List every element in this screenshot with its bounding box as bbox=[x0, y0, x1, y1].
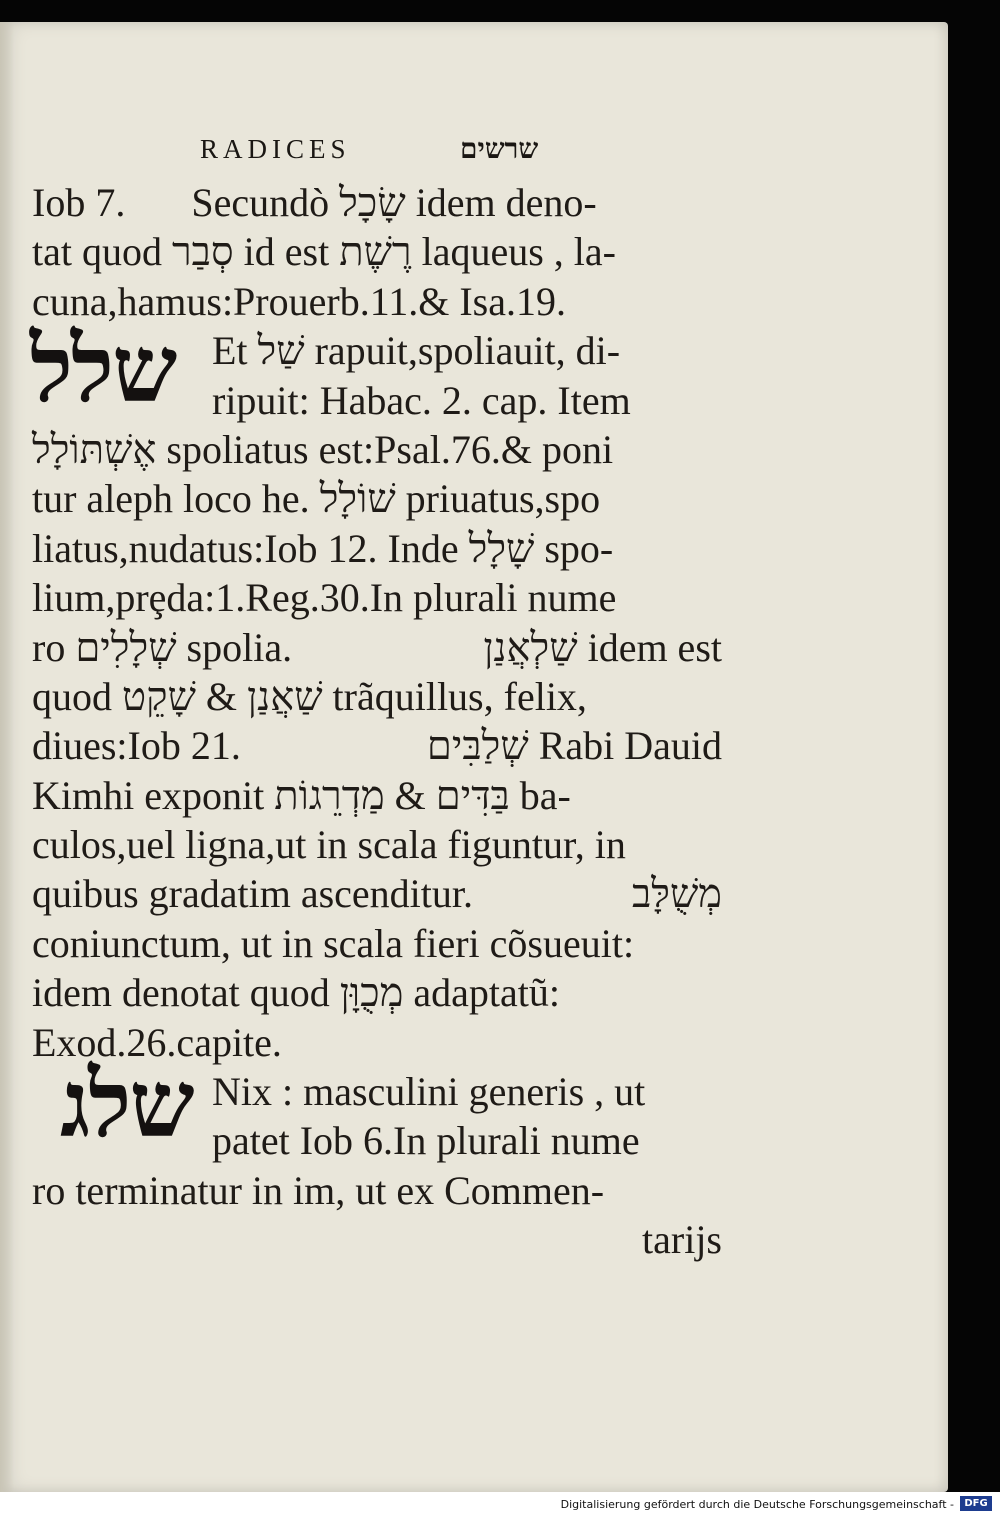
text-line bbox=[32, 573, 722, 622]
line-segment: שְׁלַבִּים Rabi Dauid bbox=[426, 723, 722, 769]
text-line bbox=[32, 1215, 722, 1264]
page-gutter-shadow bbox=[0, 22, 14, 1492]
text-line bbox=[32, 771, 722, 820]
text-line bbox=[32, 623, 722, 672]
text-line bbox=[32, 326, 722, 375]
line-segment: ro terminatur in im, ut ex Commen- bbox=[32, 1167, 605, 1213]
text-line bbox=[32, 178, 722, 227]
dropcap-sheleg: שלג bbox=[60, 1050, 193, 1158]
line-segment: idem denotat quod מְכֻוָּן adaptatũ: bbox=[32, 970, 561, 1016]
running-head-hebrew: שרשים bbox=[460, 132, 539, 165]
text-line bbox=[32, 474, 722, 523]
line-segment: Et שַׁל rapuit,spoliauit, di- bbox=[212, 328, 621, 374]
text-line bbox=[32, 227, 722, 276]
text-line bbox=[32, 968, 722, 1017]
line-segment: tur aleph loco he. שׁוֹלָל priuatus,spo bbox=[32, 476, 601, 522]
line-segment: diues:Iob 21. bbox=[32, 723, 241, 769]
text-line bbox=[32, 919, 722, 968]
line-segment: quibus gradatim ascenditur. bbox=[32, 871, 474, 917]
line-segment: quod שַׁאֲנַן & שָׁקֵט trãquillus, felix, bbox=[32, 673, 587, 719]
line-segment: Nix : masculini generis , ut bbox=[212, 1069, 646, 1115]
text-line bbox=[32, 277, 722, 326]
catchword: tarijs bbox=[642, 1217, 722, 1263]
text-line bbox=[32, 1116, 722, 1165]
line-segment: ro שְׁלָלִים spolia. bbox=[32, 624, 293, 670]
running-head bbox=[0, 132, 948, 172]
line-segment: tat quod סְבַר id est רֶשֶׁת laqueus , la- bbox=[32, 229, 616, 275]
footer-credit: Digitalisierung gefördert durch die Deutsche Forschungsgemeinschaft - bbox=[560, 1498, 954, 1511]
text-line bbox=[32, 1018, 722, 1067]
text-line bbox=[32, 1067, 722, 1116]
line-segment: cuna,hamus:Prouerb.11.& Isa.19. bbox=[32, 278, 566, 324]
dropcap-shalal: שלל bbox=[30, 315, 176, 423]
line-segment: Secundò שָׂכָל idem deno- bbox=[191, 180, 597, 225]
line-segment: culos,uel ligna,ut in scala figuntur, in bbox=[32, 822, 626, 868]
line-segment: coniunctum, ut in scala fieri cõsueuit: bbox=[32, 920, 635, 966]
line-segment: Iob 7. bbox=[32, 180, 126, 225]
line-segment: patet Iob 6.In plurali nume bbox=[212, 1118, 640, 1164]
text-line bbox=[32, 425, 722, 474]
line-segment: מְשֻׁלָּב bbox=[631, 871, 722, 917]
running-head-latin: RADICES bbox=[200, 134, 351, 164]
line-segment: ripuit: Habac. 2. cap. Item bbox=[212, 377, 631, 423]
line-segment: Kimhi exponit בַּדִּים & מַדְרֵגוֹת ba- bbox=[32, 772, 571, 818]
text-line bbox=[32, 524, 722, 573]
line-segment: אֶשְׁתּוֹלָל spoliatus est:Psal.76.& poni bbox=[32, 426, 614, 472]
text-line bbox=[32, 820, 722, 869]
dfg-logo-icon: DFG bbox=[960, 1496, 992, 1511]
text-line bbox=[32, 376, 722, 425]
footer-strip bbox=[0, 1492, 1000, 1514]
line-segment: שַׁלְאֲנַן idem est bbox=[483, 624, 722, 670]
text-line bbox=[32, 721, 722, 770]
line-segment: Exod.26.capite. bbox=[32, 1019, 282, 1065]
line-segment: lium,prȩda:1.Reg.30.In plurali nume bbox=[32, 575, 617, 621]
text-line bbox=[32, 869, 722, 918]
text-line bbox=[32, 1166, 722, 1215]
page-text bbox=[32, 178, 722, 1265]
text-line bbox=[32, 672, 722, 721]
line-segment: liatus,nudatus:Iob 12. Inde שָׁלָל spo- bbox=[32, 525, 614, 571]
